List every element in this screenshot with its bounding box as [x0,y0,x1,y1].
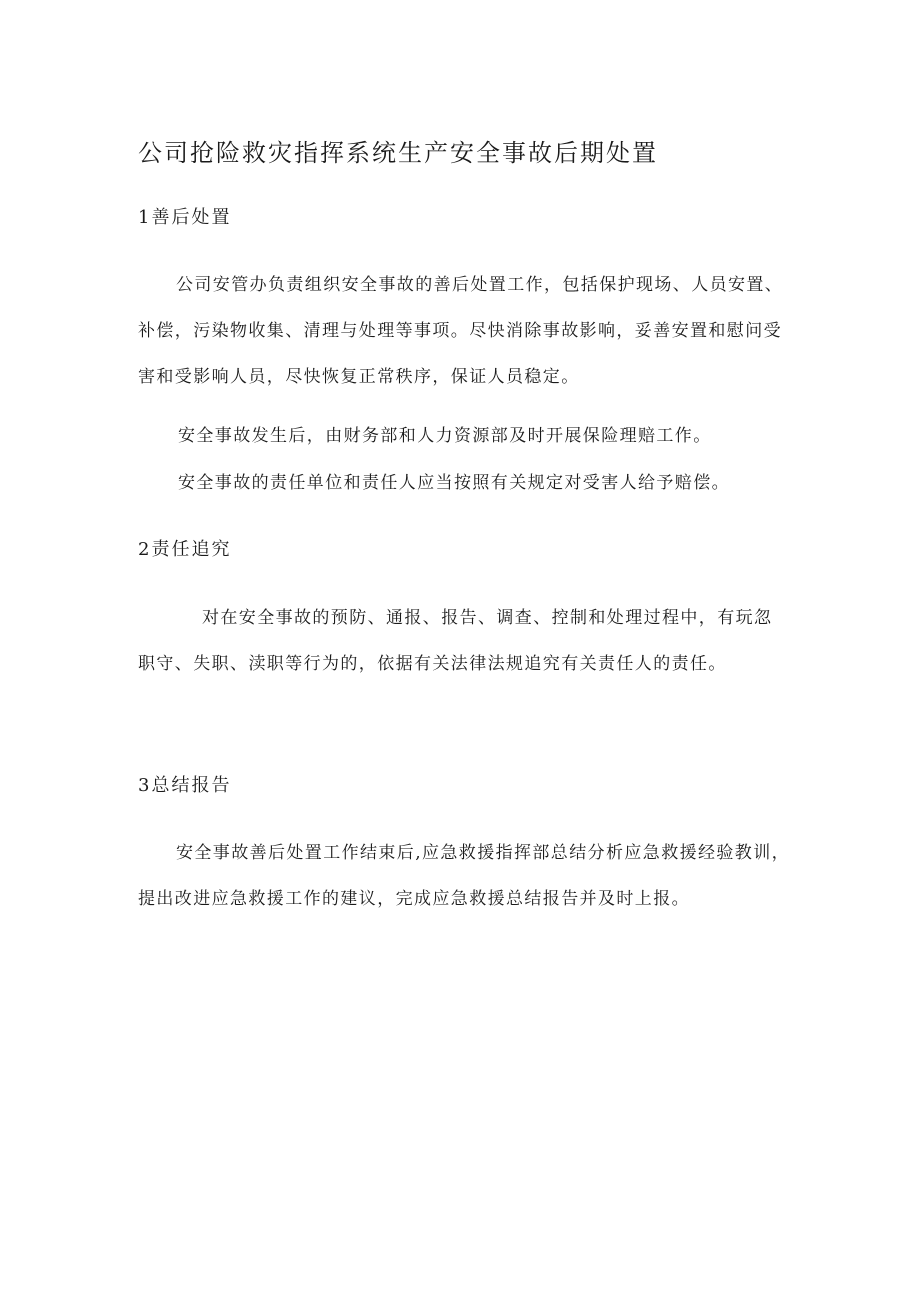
section-1-paragraph-1-text: 公司安管办负责组织安全事故的善后处置工作，包括保护现场、人员安置、补偿，污染物收集、清理与处理等事项。尽快消除事故影响，妥善安置和慰问受害和受影响人员，尽快恢复正常秩序，保证人员稳定。 [138,275,784,387]
section-heading-3: 3总结报告 [138,775,232,796]
section-1-paragraph-2: 安全事故发生后，由财务部和人力资源部及时开展保险理赔工作。 [178,426,712,446]
section-1-paragraph-1 [138,262,790,400]
section-2-paragraph-1 [138,595,790,687]
section-3-paragraph-1 [138,830,790,922]
document-title: 公司抢险救灾指挥系统生产安全事故后期处置 [138,139,658,167]
section-heading-1: 1善后处置 [138,207,232,228]
section-heading-2: 2责任追究 [138,539,232,560]
section-3-paragraph-1-text: 安全事故善后处置工作结束后,应急救援指挥部总结分析应急救援经验教训，提出改进应急救援工作的建议，完成应急救援总结报告并及时上报。 [138,843,791,909]
section-1-paragraph-3: 安全事故的责任单位和责任人应当按照有关规定对受害人给予赔偿。 [178,473,730,493]
section-2-paragraph-1-text: 对在安全事故的预防、通报、报告、调查、控制和处理过程中，有玩忽职守、失职、渎职等行为的，依据有关法律法规追究有关责任人的责任。 [138,608,773,674]
